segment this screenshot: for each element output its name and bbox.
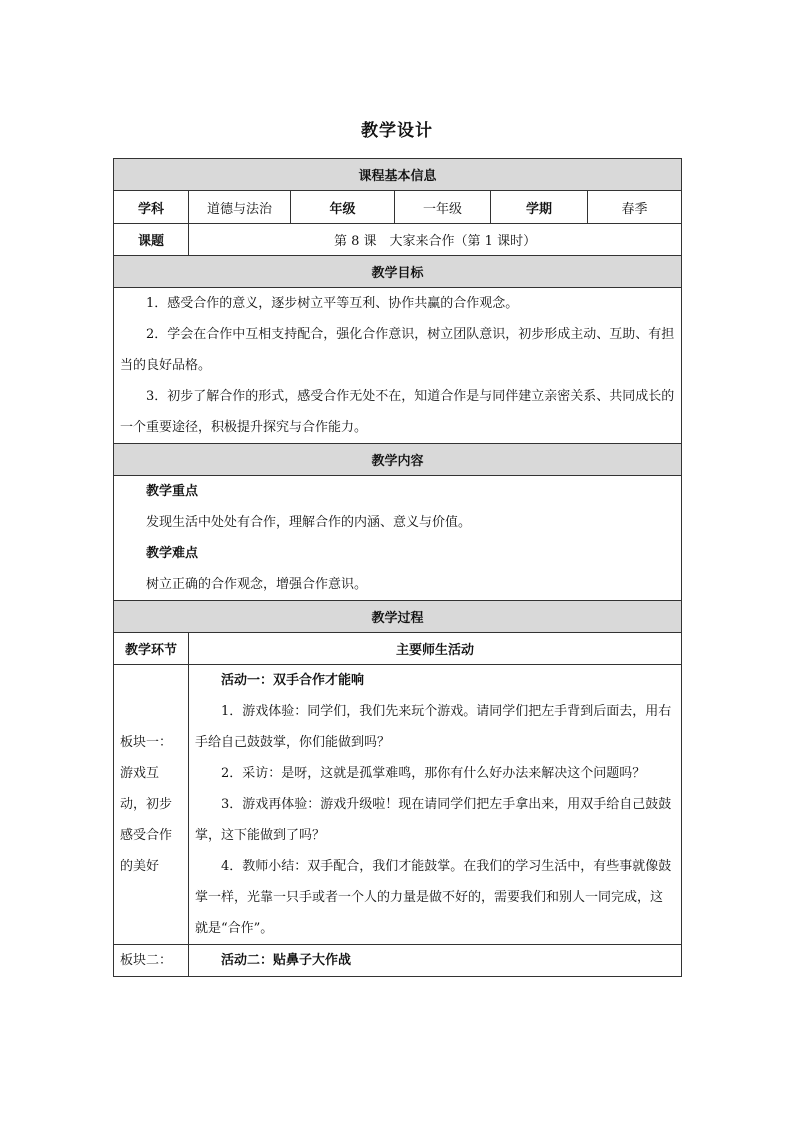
block-2-label: 板块二： bbox=[114, 945, 189, 977]
process-columns-row bbox=[114, 633, 682, 665]
goals-header: 教学目标 bbox=[114, 256, 682, 288]
basic-info-header-row bbox=[114, 159, 682, 191]
term-label: 学期 bbox=[491, 191, 588, 224]
process-header: 教学过程 bbox=[114, 601, 682, 633]
subject-value: 道德与法治 bbox=[189, 191, 291, 224]
goals-cell bbox=[114, 288, 682, 444]
block-1-activities bbox=[189, 665, 682, 945]
activity-2-title: 活动二：贴鼻子大作战 bbox=[221, 953, 352, 968]
grade-value: 一年级 bbox=[395, 191, 491, 224]
content-cell bbox=[114, 476, 682, 601]
activity-1-title: 活动一：双手合作才能响 bbox=[221, 673, 365, 688]
term-value: 春季 bbox=[588, 191, 682, 224]
process-header-row bbox=[114, 601, 682, 633]
goals-header-row bbox=[114, 256, 682, 288]
topic-value: 第 8 课 大家来合作（第 1 课时） bbox=[189, 224, 682, 256]
process-col-stage: 教学环节 bbox=[114, 633, 189, 665]
content-header: 教学内容 bbox=[114, 444, 682, 476]
key-point-text: 发现生活中处处有合作，理解合作的内涵、意义与价值。 bbox=[146, 515, 472, 530]
page-title: 教学设计 bbox=[361, 121, 433, 141]
goals-row bbox=[114, 288, 682, 444]
process-col-activities: 主要师生活动 bbox=[189, 633, 682, 665]
activity-step: 4．教师小结：双手配合，我们才能鼓掌。在我们的学习生活中，有些事就像鼓掌一样，光靠一只手或者一个人的力量是做不好的，需要我们和别人一同完成，这就是“合作”。 bbox=[195, 859, 672, 936]
topic-row bbox=[114, 224, 682, 256]
basic-info-header: 课程基本信息 bbox=[114, 159, 682, 191]
process-block-1-row bbox=[114, 665, 682, 945]
goal-item: 2．学会在合作中互相支持配合，强化合作意识，树立团队意识，初步形成主动、互助、有担当的良好品格。 bbox=[120, 327, 675, 373]
basic-info-row bbox=[114, 191, 682, 224]
activity-step: 2．采访：是呀，这就是孤掌难鸣，那你有什么好办法来解决这个问题吗？ bbox=[221, 766, 646, 781]
activity-step: 3．游戏再体验：游戏升级啦！现在请同学们把左手拿出来，用双手给自己鼓鼓掌，这下能做到了吗？ bbox=[195, 797, 672, 843]
goal-item: 1．感受合作的意义，逐步树立平等互利、协作共赢的合作观念。 bbox=[146, 296, 519, 311]
content-header-row bbox=[114, 444, 682, 476]
grade-label: 年级 bbox=[291, 191, 395, 224]
block-2-activities bbox=[189, 945, 682, 977]
process-block-2-row bbox=[114, 945, 682, 977]
goal-item: 3．初步了解合作的形式，感受合作无处不在，知道合作是与同伴建立亲密关系、共同成长的一个重要途径，积极提升探究与合作能力。 bbox=[120, 389, 675, 435]
lesson-plan-table bbox=[113, 158, 682, 977]
content-row bbox=[114, 476, 682, 601]
key-point-label: 教学重点 bbox=[146, 484, 199, 499]
activity-step: 1．游戏体验：同学们，我们先来玩个游戏。请同学们把左手背到后面去，用右手给自己鼓鼓掌，你们能做到吗？ bbox=[195, 704, 672, 750]
topic-label: 课题 bbox=[114, 224, 189, 256]
difficulty-label: 教学难点 bbox=[146, 546, 199, 561]
difficulty-text: 树立正确的合作观念，增强合作意识。 bbox=[146, 577, 368, 592]
subject-label: 学科 bbox=[114, 191, 189, 224]
block-1-label: 板块一：游戏互动，初步感受合作的美好 bbox=[114, 665, 189, 945]
